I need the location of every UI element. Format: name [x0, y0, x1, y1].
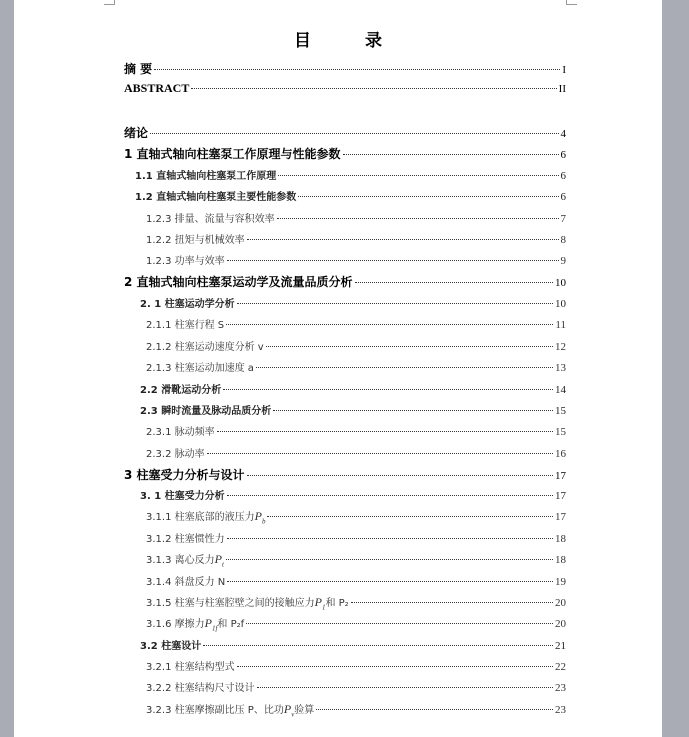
toc-page-number: I [562, 64, 566, 76]
toc-entry-title: 3.2 柱塞设计 [140, 641, 202, 652]
toc-entry[interactable] [146, 338, 566, 353]
dot-leader [343, 154, 559, 155]
toc-page-number: 16 [555, 448, 566, 460]
dot-leader [154, 69, 560, 70]
toc-entry[interactable] [146, 445, 566, 460]
toc-entry[interactable] [146, 679, 566, 694]
document-page [14, 0, 662, 737]
dot-leader [226, 559, 553, 560]
toc-entry-title-suffix: 和 P₂ [325, 598, 349, 609]
dot-leader [226, 324, 553, 325]
toc-page-number: 15 [555, 426, 566, 438]
dot-leader [150, 133, 558, 134]
dot-leader [246, 623, 553, 624]
dot-leader [227, 538, 553, 539]
toc-page-number: 17 [555, 511, 566, 523]
dot-leader [256, 367, 553, 368]
toc-page-number: 18 [555, 554, 566, 566]
toc-page-number: 17 [555, 490, 566, 502]
math-variable: $P_1$ [314, 595, 326, 612]
toc-entry-title: 1 直轴式轴向柱塞泵工作原理与性能参数 [124, 147, 341, 161]
margin-corner-mark [104, 0, 115, 5]
math-variable: $P_{1f}$ [204, 616, 218, 633]
toc-entry[interactable] [146, 615, 566, 632]
toc-entry[interactable] [146, 252, 566, 267]
toc-page-number: II [558, 83, 566, 95]
dot-leader [277, 218, 559, 219]
toc-entry-title: 3.1.2 柱塞惯性力 [146, 534, 225, 545]
toc-entry-title: 2.1.1 柱塞行程 S [146, 320, 225, 331]
toc-entry[interactable] [135, 188, 566, 203]
toc-page-number: 4 [560, 128, 566, 140]
math-subscript: 1 [321, 603, 326, 612]
toc-entry-title: 3.1.4 斜盘反力 N [146, 577, 226, 588]
dot-leader [316, 709, 553, 710]
toc-entry-title: 2.1.3 柱塞运动加速度 a [146, 363, 254, 374]
math-subscript: t [221, 560, 224, 569]
toc-page-number: 15 [555, 405, 566, 417]
math-subscript: 1f [211, 624, 218, 633]
toc-page-number: 11 [555, 319, 566, 331]
toc-entry-title: 1.2.3 功率与效率 [146, 256, 225, 267]
dot-leader [247, 239, 559, 240]
toc-entry[interactable] [146, 658, 566, 673]
toc-page-number: 19 [555, 576, 566, 588]
toc-page-number: 20 [555, 618, 566, 630]
toc-entry-title-suffix: 验算 [294, 705, 315, 716]
toc-entry-title: 3.1.5 柱塞与柱塞腔壁之间的接触应力 [146, 598, 315, 609]
toc-page-number: 6 [560, 170, 566, 182]
toc-page-number: 21 [555, 640, 566, 652]
toc-page-number: 10 [555, 277, 566, 289]
dot-leader [203, 645, 553, 646]
dot-leader [223, 389, 553, 390]
toc-entry[interactable] [146, 423, 566, 438]
math-variable: $P_v$ [283, 702, 295, 719]
dot-leader [351, 602, 553, 603]
toc-page-number: 7 [560, 213, 566, 225]
toc-entry-title: 3.1.3 离心反力 [146, 555, 215, 566]
toc-entry-title: 3. 1 柱塞受力分析 [140, 491, 225, 502]
toc-entry[interactable] [135, 167, 566, 182]
toc-entry-title: 3.1.1 柱塞底部的液压力 [146, 512, 255, 523]
toc-entry[interactable] [124, 145, 566, 162]
toc-entry-title: 2.3 瞬时流量及脉动品质分析 [140, 406, 272, 417]
toc-entry[interactable] [146, 594, 566, 611]
toc-page-number: 6 [560, 149, 566, 161]
dot-leader [207, 453, 553, 454]
dot-leader [247, 475, 553, 476]
dot-leader [227, 260, 559, 261]
toc-entry[interactable] [140, 295, 566, 310]
dot-leader [278, 175, 558, 176]
toc-page-number: 23 [555, 682, 566, 694]
toc-entry-title: 2.3.1 脉动频率 [146, 427, 215, 438]
toc-page-number: 23 [555, 704, 566, 716]
toc-entry[interactable] [146, 573, 566, 588]
toc-entry[interactable] [140, 637, 566, 652]
toc-entry-title: 2.1.2 柱塞运动速度分析 v [146, 342, 264, 353]
toc-page-number: 12 [555, 341, 566, 353]
dot-leader [237, 303, 553, 304]
toc-entry[interactable] [146, 316, 566, 331]
dot-leader [227, 495, 553, 496]
toc-entry[interactable] [146, 551, 566, 568]
toc-entry[interactable] [124, 273, 566, 290]
toc-page-number: 6 [560, 191, 566, 203]
toc-entry[interactable] [146, 701, 566, 718]
toc-page-number: 9 [560, 255, 566, 267]
toc-entry[interactable] [146, 210, 566, 225]
toc-entry-title: 摘 要 [124, 62, 153, 76]
toc-entry-title: 2. 1 柱塞运动学分析 [140, 299, 235, 310]
toc-entry-title: 3.2.1 柱塞结构型式 [146, 662, 235, 673]
toc-entry-title: 2.2 滑靴运动分析 [140, 385, 222, 396]
toc-entry[interactable] [124, 466, 566, 483]
dot-leader [266, 346, 553, 347]
toc-entry-title: 3 柱塞受力分析与设计 [124, 468, 245, 482]
dot-leader [237, 666, 553, 667]
toc-entry[interactable] [140, 402, 566, 417]
dot-leader [298, 196, 558, 197]
toc-page-number: 8 [560, 234, 566, 246]
toc-entry-title: 1.2.2 扭矩与机械效率 [146, 235, 245, 246]
toc-page-number: 18 [555, 533, 566, 545]
math-variable: $P_t$ [214, 552, 224, 569]
margin-corner-mark [566, 0, 577, 5]
toc-entry-title: 3.1.6 摩擦力 [146, 619, 205, 630]
toc-page-number: 13 [555, 362, 566, 374]
toc-entry-title: 2 直轴式轴向柱塞泵运动学及流量品质分析 [124, 275, 353, 289]
dot-leader [273, 410, 553, 411]
toc-entry-title-suffix: 和 P₂f [217, 619, 245, 630]
toc-entry[interactable] [140, 381, 566, 396]
toc-page-number: 22 [555, 661, 566, 673]
toc-entry[interactable] [140, 487, 566, 502]
toc-entry-title: 1.2 直轴式轴向柱塞泵主要性能参数 [135, 192, 297, 203]
toc-entry[interactable] [146, 508, 566, 525]
toc-page-number: 20 [555, 597, 566, 609]
toc-entry-title: 绪论 [124, 126, 149, 140]
dot-leader [191, 88, 556, 89]
toc-entry-title: 3.2.2 柱塞结构尺寸设计 [146, 683, 255, 694]
dot-leader [217, 431, 553, 432]
dot-leader [227, 581, 553, 582]
toc-entry[interactable] [146, 231, 566, 246]
toc-entry-title: 2.3.2 脉动率 [146, 449, 205, 460]
toc-entry-title: 1.1 直轴式轴向柱塞泵工作原理 [135, 171, 277, 182]
toc-page-number: 10 [555, 298, 566, 310]
toc-entry[interactable] [124, 81, 566, 96]
math-subscript: b [261, 517, 266, 526]
toc-page-number: 17 [555, 470, 566, 482]
toc-entry-title: 1.2.3 排量、流量与容积效率 [146, 214, 275, 225]
math-variable: $P_b$ [254, 509, 266, 526]
dot-leader [267, 516, 553, 517]
toc-entry-title: 3.2.3 柱塞摩擦副比压 P、比功 [146, 705, 284, 716]
toc-title: 目 录 [294, 31, 406, 51]
toc-entry[interactable] [146, 359, 566, 374]
toc-entry[interactable] [124, 60, 566, 77]
toc-entry[interactable] [124, 124, 566, 141]
toc-page-number: 14 [555, 384, 566, 396]
toc-entry[interactable] [146, 530, 566, 545]
math-subscript: v [291, 710, 295, 719]
dot-leader [257, 687, 553, 688]
dot-leader [355, 282, 553, 283]
toc-entry-title: ABSTRACT [124, 81, 190, 95]
